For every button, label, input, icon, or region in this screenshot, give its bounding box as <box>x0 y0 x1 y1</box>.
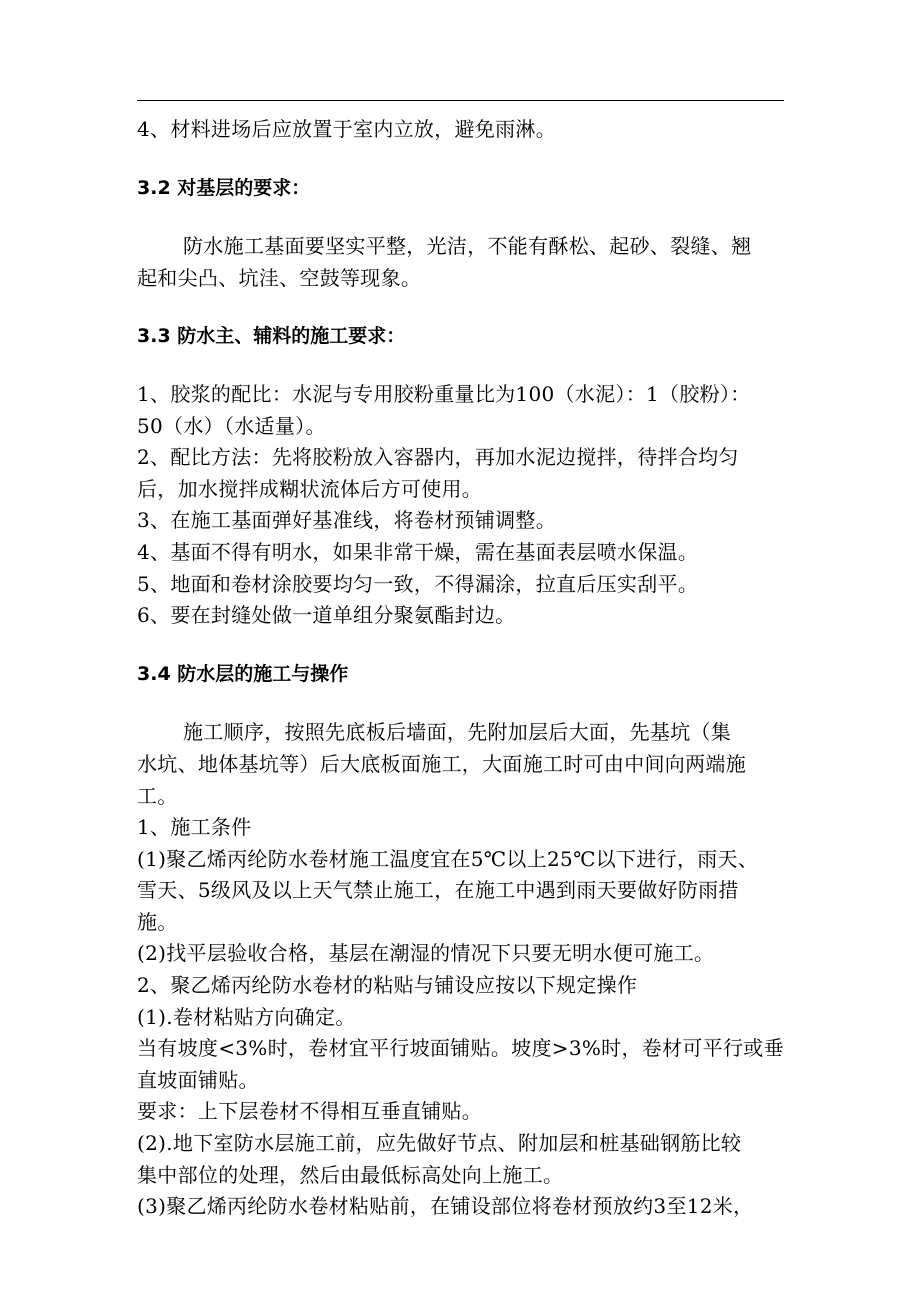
paragraph-line: 要求：上下层卷材不得相互垂直铺贴。 <box>137 1099 483 1124</box>
list-item: 集中部位的处理，然后由最低标高处向上施工。 <box>137 1162 564 1187</box>
list-item: (2).地下室防水层施工前，应先做好节点、附加层和桩基础钢筋比较 <box>137 1131 742 1156</box>
paragraph-line: 当有坡度<3%时，卷材宜平行坡面铺贴。坡度>3%时，卷材可平行或垂 <box>137 1036 784 1061</box>
list-item: 5、地面和卷材涂胶要均匀一致，不得漏涂，拉直后压实刮平。 <box>137 571 699 596</box>
list-item: 1、施工条件 <box>137 815 252 840</box>
paragraph-line: 施工顺序，按照先底板后墙面，先附加层后大面，先基坑（集 <box>183 720 732 745</box>
list-item: 4、材料进场后应放置于室内立放，避免雨淋。 <box>137 117 557 141</box>
list-item: 施。 <box>137 909 178 934</box>
list-item: (1)聚乙烯丙纶防水卷材施工温度宜在5℃以上25℃以下进行，雨天、 <box>137 846 759 871</box>
list-item: 雪天、5级风及以上天气禁止施工，在施工中遇到雨天要做好防雨措 <box>137 878 739 903</box>
list-item: (2)找平层验收合格，基层在潮湿的情况下只要无明水便可施工。 <box>137 941 715 966</box>
list-item: 3、在施工基面弹好基准线，将卷材预铺调整。 <box>137 508 557 533</box>
list-item: 6、要在封缝处做一道单组分聚氨酯封边。 <box>137 603 516 628</box>
list-item: 1、胶浆的配比：水泥与专用胶粉重量比为100（水泥）：1（胶粉）： <box>137 381 751 406</box>
list-item: 2、配比方法：先将胶粉放入容器内，再加水泥边搅拌，待拌合均匀 <box>137 445 739 470</box>
section-heading: 3.4 防水层的施工与操作 <box>137 662 349 685</box>
list-item: 2、聚乙烯丙纶防水卷材的粘贴与铺设应按以下规定操作 <box>137 973 638 998</box>
list-item: 4、基面不得有明水，如果非常干燥，需在基面表层喷水保温。 <box>137 539 699 564</box>
document-body <box>137 114 787 1223</box>
paragraph-line: 直坡面铺贴。 <box>137 1067 259 1092</box>
header-rule <box>137 100 784 101</box>
list-item: 后，加水搅拌成糊状流体后方可使用。 <box>137 476 483 501</box>
list-item: (1).卷材粘贴方向确定。 <box>137 1004 356 1029</box>
list-item: (3)聚乙烯丙纶防水卷材粘贴前，在铺设部位将卷材预放约3至12米， <box>137 1194 754 1219</box>
section-heading: 3.3 防水主、辅料的施工要求： <box>137 325 406 348</box>
section-heading: 3.2 对基层的要求： <box>137 176 311 199</box>
paragraph-line: 防水施工基面要坚实平整，光洁，不能有酥松、起砂、裂缝、翘 <box>183 234 752 259</box>
list-item: 50（水）（水适量）。 <box>137 413 326 438</box>
paragraph-line: 工。 <box>137 783 178 808</box>
paragraph-line: 水坑、地体基坑等）后大底板面施工，大面施工时可由中间向两端施 <box>137 751 746 776</box>
paragraph-line: 起和尖凸、坑洼、空鼓等现象。 <box>137 265 422 290</box>
